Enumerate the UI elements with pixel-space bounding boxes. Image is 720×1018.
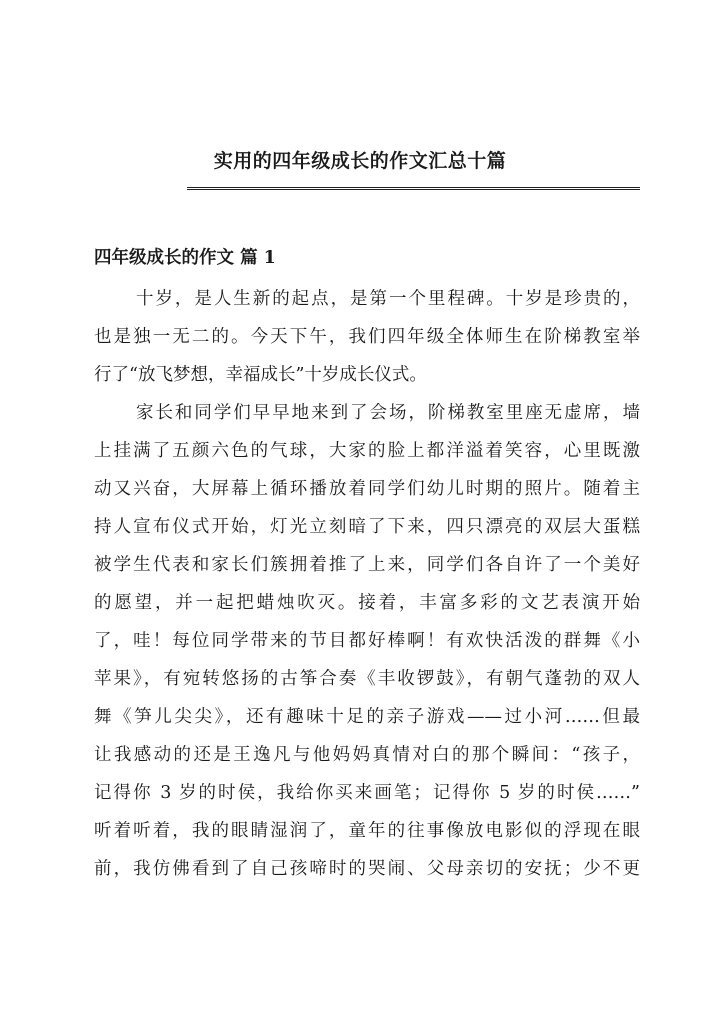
paragraph-line: 上挂满了五颜六色的气球，大家的脸上都洋溢着笑容，心里既激 — [94, 441, 640, 461]
paragraph-line: 苹果》，有宛转悠扬的古筝合奏《丰收锣鼓》，有朝气蓬勃的双人 — [94, 669, 640, 689]
paragraph-line: 的愿望，并一起把蜡烛吹灭。接着，丰富多彩的文艺表演开始 — [94, 593, 640, 613]
paragraph-line: 也是独一无二的。今天下午，我们四年级全体师生在阶梯教室举 — [94, 327, 640, 347]
paragraph-line: 了，哇！每位同学带来的节目都好棒啊！有欢快活泼的群舞《小 — [94, 631, 640, 651]
paragraph-2 — [94, 394, 640, 888]
document-title: 实用的四年级成长的作文汇总十篇 — [213, 150, 507, 172]
paragraph-line: 舞《笋儿尖尖》，还有趣味十足的亲子游戏——过小河……但最 — [94, 707, 640, 727]
paragraph-line: 十岁，是人生新的起点，是第一个里程碑。十岁是珍贵的， — [136, 289, 640, 309]
paragraph-line: 听着听着，我的眼睛湿润了，童年的往事像放电影似的浮现在眼 — [94, 821, 640, 841]
paragraph-line: 被学生代表和家长们簇拥着推了上来，同学们各自许了一个美好 — [94, 555, 640, 575]
paragraph-line: 让我感动的还是王逸凡与他妈妈真情对白的那个瞬间：“孩子， — [94, 745, 640, 765]
paragraph-line: 前，我仿佛看到了自己孩啼时的哭闹、父母亲切的安抚；少不更 — [94, 859, 640, 879]
paragraph-line: 家长和同学们早早地来到了会场，阶梯教室里座无虚席，墙 — [136, 403, 640, 423]
paragraph-line: 行了“放飞梦想，幸福成长”十岁成长仪式。 — [94, 365, 427, 385]
paragraph-line: 动又兴奋，大屏幕上循环播放着同学们幼儿时期的照片。随着主 — [94, 479, 640, 499]
section-heading: 四年级成长的作文 篇 1 — [94, 248, 276, 268]
paragraph-line: 记得你 3 岁的时侯，我给你买来画笔；记得你 5 岁的时侯……” — [94, 783, 640, 803]
paragraph-line: 持人宣布仪式开始，灯光立刻暗了下来，四只漂亮的双层大蛋糕 — [94, 517, 640, 537]
title-divider — [187, 187, 640, 190]
paragraph-1 — [94, 280, 640, 394]
